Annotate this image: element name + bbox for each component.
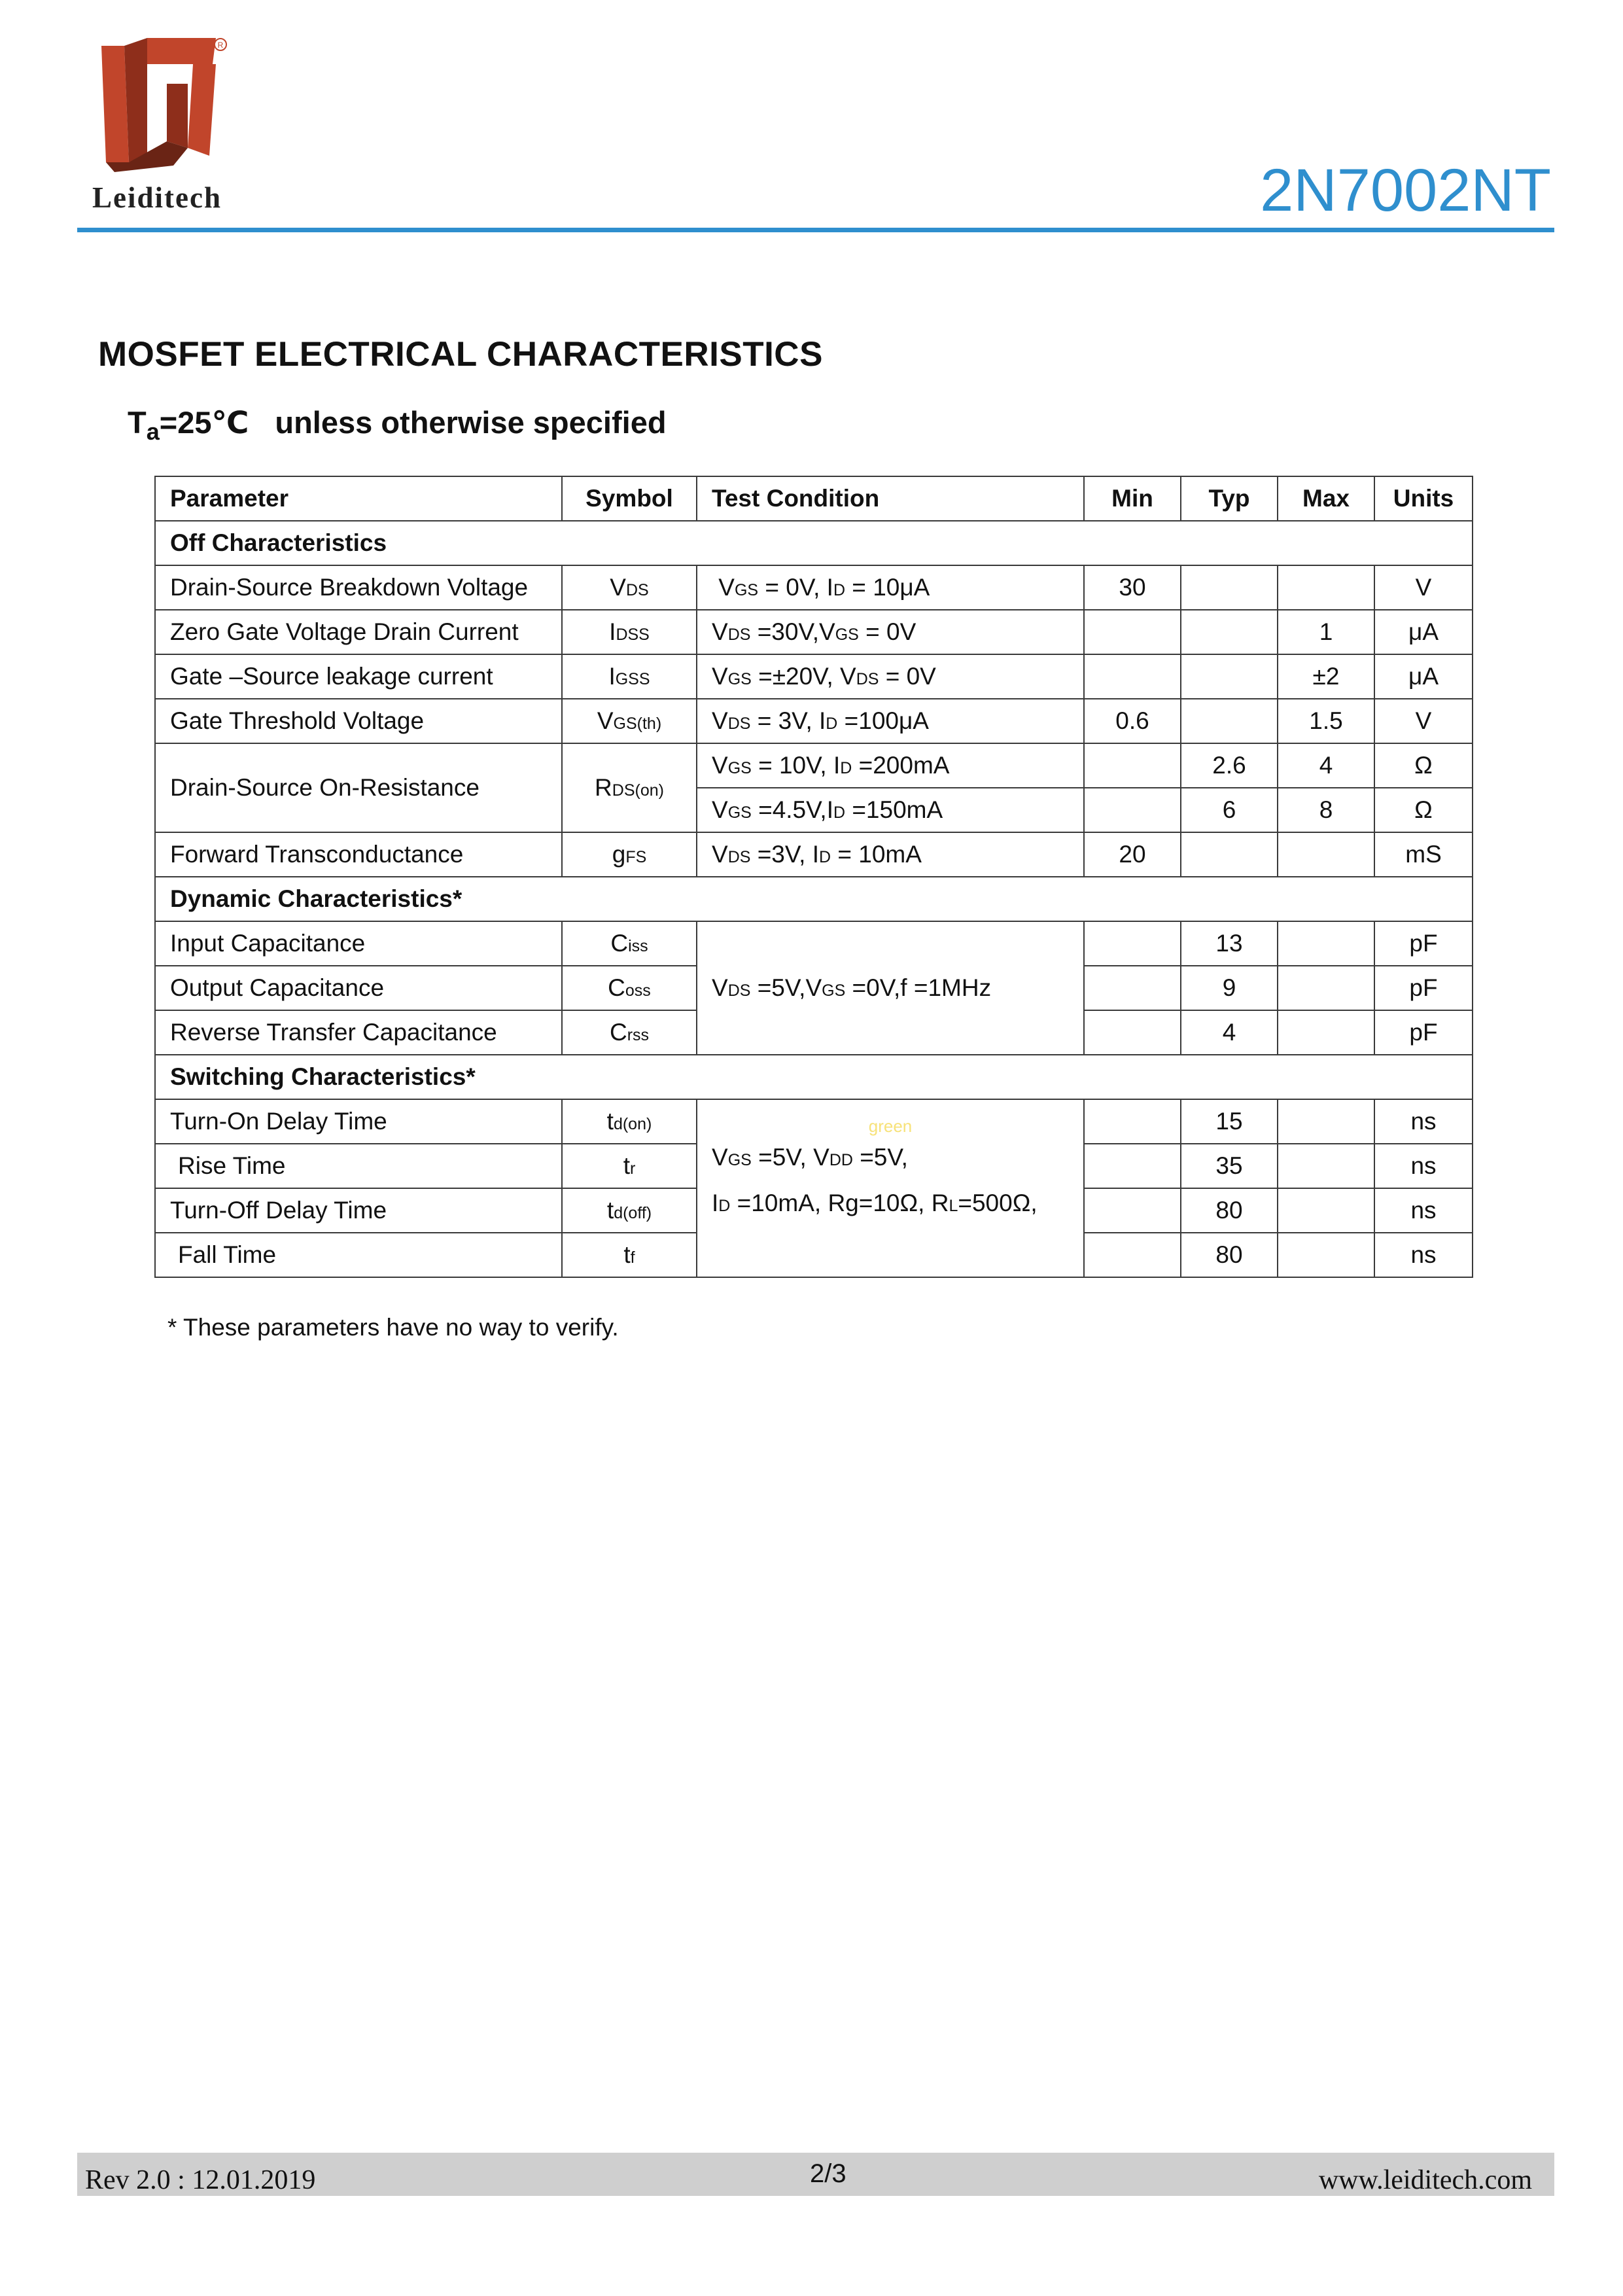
param-typ: 15 (1181, 1099, 1278, 1144)
faint-note: green (868, 1116, 913, 1136)
param-typ: 80 (1181, 1233, 1278, 1277)
param-name: Forward Transconductance (155, 832, 562, 877)
param-units: V (1374, 699, 1473, 743)
param-typ (1181, 832, 1278, 877)
param-max (1278, 1233, 1374, 1277)
param-name: Drain-Source On-Resistance (155, 743, 562, 832)
header-max: Max (1278, 476, 1374, 521)
param-condition: VDS =30V,VGS = 0V (697, 610, 1084, 654)
table-row (155, 921, 1473, 966)
param-min (1084, 1010, 1181, 1055)
param-condition: VGS = 0V, ID = 10μA (697, 565, 1084, 610)
page-number: 2/3 (810, 2159, 846, 2188)
header-min: Min (1084, 476, 1181, 521)
logo-mark-icon (75, 31, 239, 182)
header-symbol: Symbol (562, 476, 697, 521)
table-header-row (155, 476, 1473, 521)
param-max: ±2 (1278, 654, 1374, 699)
param-symbol: VDS (562, 565, 697, 610)
param-name: Fall Time (155, 1233, 562, 1277)
table-row (155, 565, 1473, 610)
condition-line: ID =10mA, Rg=10Ω, RL=500Ω, (712, 1190, 1038, 1216)
param-min (1084, 1188, 1181, 1233)
param-name: Turn-Off Delay Time (155, 1188, 562, 1233)
param-condition (697, 1099, 1084, 1277)
header-typ: Typ (1181, 476, 1278, 521)
param-max: 4 (1278, 743, 1374, 788)
param-condition: VDS =3V, ID = 10mA (697, 832, 1084, 877)
param-condition: VGS =4.5V,ID =150mA (697, 788, 1084, 832)
param-units: μA (1374, 610, 1473, 654)
param-units: ns (1374, 1144, 1473, 1188)
logo-wordmark: Leiditech (92, 181, 222, 214)
param-typ: 6 (1181, 788, 1278, 832)
param-name: Turn-On Delay Time (155, 1099, 562, 1144)
param-typ (1181, 565, 1278, 610)
param-max (1278, 1188, 1374, 1233)
param-units: pF (1374, 921, 1473, 966)
param-min (1084, 1144, 1181, 1188)
param-condition: VDS =5V,VGS =0V,f =1MHz (697, 921, 1084, 1055)
param-name: Rise Time (155, 1144, 562, 1188)
revision-date: Rev 2.0 : 12.01.2019 (85, 2165, 316, 2195)
param-condition: VGS = 10V, ID =200mA (697, 743, 1084, 788)
param-typ: 9 (1181, 966, 1278, 1010)
param-typ (1181, 654, 1278, 699)
param-max (1278, 921, 1374, 966)
param-min: 0.6 (1084, 699, 1181, 743)
header-units: Units (1374, 476, 1473, 521)
param-name: Gate –Source leakage current (155, 654, 562, 699)
table-row (155, 699, 1473, 743)
section-off-characteristics: Off Characteristics (155, 521, 1473, 565)
part-number: 2N7002NT (1260, 157, 1551, 224)
temp-subscript: a (146, 418, 160, 445)
temp-symbol: T (128, 405, 147, 440)
param-units: V (1374, 565, 1473, 610)
company-logo (75, 31, 239, 221)
table-row (155, 654, 1473, 699)
table-row (155, 1099, 1473, 1144)
param-typ (1181, 699, 1278, 743)
svg-text:R: R (217, 41, 224, 50)
param-condition: VDS = 3V, ID =100μA (697, 699, 1084, 743)
param-min (1084, 921, 1181, 966)
table-row (155, 610, 1473, 654)
table-row (155, 832, 1473, 877)
param-name: Gate Threshold Voltage (155, 699, 562, 743)
param-units: Ω (1374, 743, 1473, 788)
param-max (1278, 966, 1374, 1010)
param-max (1278, 1099, 1374, 1144)
param-name: Input Capacitance (155, 921, 562, 966)
param-symbol: tf (562, 1233, 697, 1277)
section-title: MOSFET ELECTRICAL CHARACTERISTICS (98, 335, 823, 374)
param-units: pF (1374, 1010, 1473, 1055)
param-max (1278, 1144, 1374, 1188)
param-typ: 4 (1181, 1010, 1278, 1055)
param-name: Reverse Transfer Capacitance (155, 1010, 562, 1055)
param-min (1084, 966, 1181, 1010)
param-name: Output Capacitance (155, 966, 562, 1010)
electrical-characteristics-table (154, 476, 1473, 1278)
param-condition: VGS =±20V, VDS = 0V (697, 654, 1084, 699)
param-min (1084, 654, 1181, 699)
page-footer (77, 2153, 1554, 2196)
param-max: 1 (1278, 610, 1374, 654)
param-units: μA (1374, 654, 1473, 699)
param-symbol: IGSS (562, 654, 697, 699)
table-row (155, 743, 1473, 788)
param-typ: 2.6 (1181, 743, 1278, 788)
param-name: Zero Gate Voltage Drain Current (155, 610, 562, 654)
param-typ: 80 (1181, 1188, 1278, 1233)
param-units: Ω (1374, 788, 1473, 832)
conditions-text: unless otherwise specified (275, 405, 667, 440)
param-max: 8 (1278, 788, 1374, 832)
param-min (1084, 743, 1181, 788)
section-dynamic-characteristics: Dynamic Characteristics* (155, 877, 1473, 921)
param-symbol: IDSS (562, 610, 697, 654)
param-min: 20 (1084, 832, 1181, 877)
param-units: mS (1374, 832, 1473, 877)
param-max: 1.5 (1278, 699, 1374, 743)
param-symbol: td(on) (562, 1099, 697, 1144)
param-symbol: Ciss (562, 921, 697, 966)
condition-line: VGS =5V, VDD =5V, (712, 1144, 908, 1171)
param-max (1278, 565, 1374, 610)
param-symbol: RDS(on) (562, 743, 697, 832)
section-row (155, 521, 1473, 565)
param-symbol: td(off) (562, 1188, 697, 1233)
temp-value: =25℃ (159, 405, 249, 440)
param-max (1278, 832, 1374, 877)
param-units: ns (1374, 1233, 1473, 1277)
param-symbol: Crss (562, 1010, 697, 1055)
param-units: ns (1374, 1099, 1473, 1144)
header-divider (77, 228, 1554, 232)
param-min (1084, 1233, 1181, 1277)
param-symbol: gFS (562, 832, 697, 877)
param-symbol: VGS(th) (562, 699, 697, 743)
test-conditions-heading (128, 405, 667, 445)
website-link[interactable]: www.leiditech.com (1318, 2165, 1532, 2195)
section-row (155, 1055, 1473, 1099)
section-switching-characteristics: Switching Characteristics* (155, 1055, 1473, 1099)
param-symbol: tr (562, 1144, 697, 1188)
header-parameter: Parameter (155, 476, 562, 521)
param-units: pF (1374, 966, 1473, 1010)
param-name: Drain-Source Breakdown Voltage (155, 565, 562, 610)
header-test-condition: Test Condition (697, 476, 1084, 521)
param-typ (1181, 610, 1278, 654)
param-units: ns (1374, 1188, 1473, 1233)
param-typ: 35 (1181, 1144, 1278, 1188)
param-min (1084, 1099, 1181, 1144)
footnote: * These parameters have no way to verify. (167, 1314, 619, 1341)
param-min: 30 (1084, 565, 1181, 610)
param-min (1084, 610, 1181, 654)
param-symbol: Coss (562, 966, 697, 1010)
param-max (1278, 1010, 1374, 1055)
param-min (1084, 788, 1181, 832)
section-row (155, 877, 1473, 921)
param-typ: 13 (1181, 921, 1278, 966)
